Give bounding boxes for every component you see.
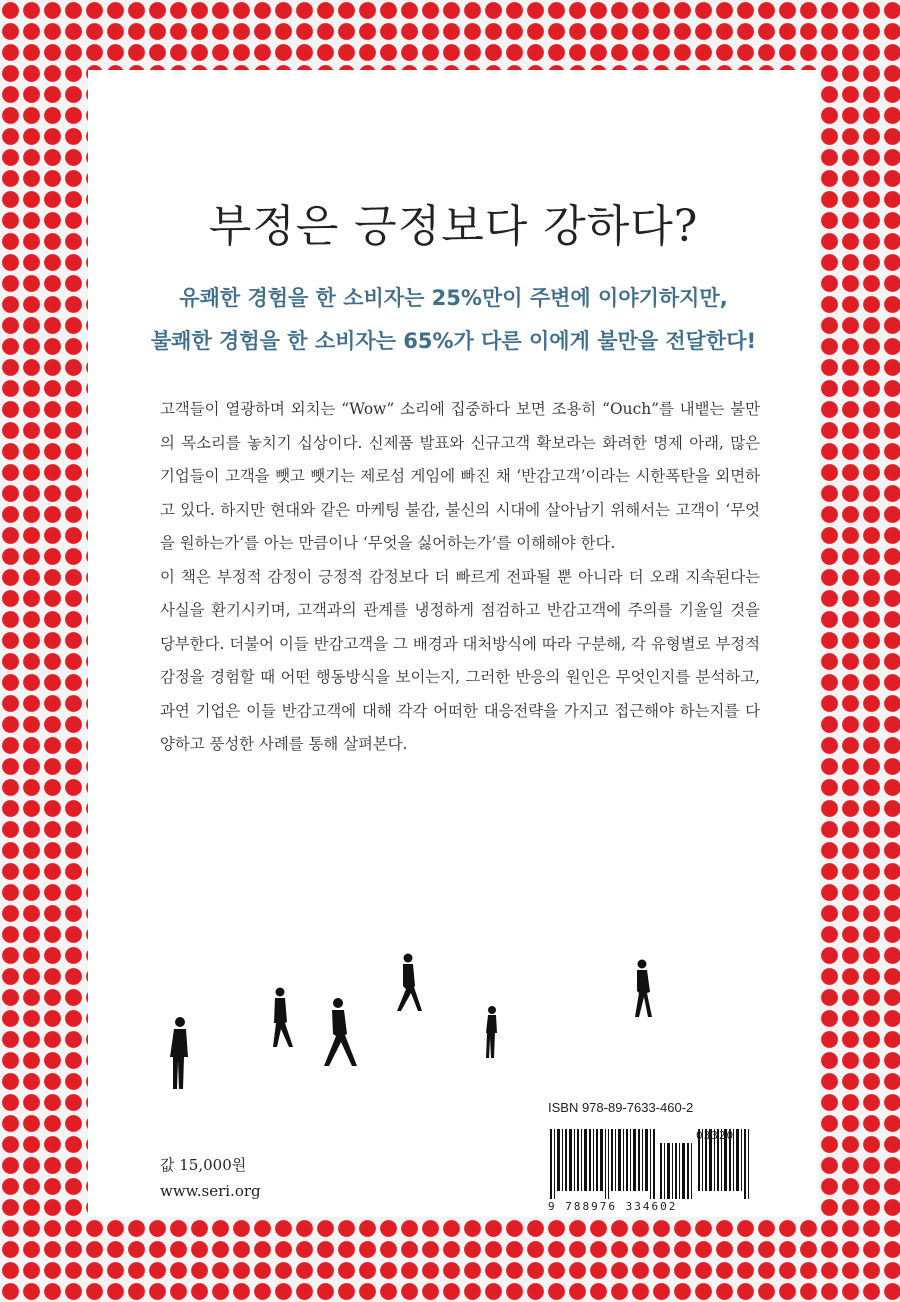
person-silhouette [397, 954, 422, 1012]
person-silhouette [324, 998, 357, 1066]
barcode-addon-number: 03320 [696, 1129, 735, 1142]
body-text [160, 393, 760, 762]
isbn-number: ISBN 978-89-7633-460-2 [548, 1100, 694, 1115]
subheadline-line-2: 불쾌한 경험을 한 소비자는 65%가 다른 이에게 불만을 전달한다! [150, 329, 757, 353]
person-silhouette [635, 960, 652, 1018]
barcode-digits: 9 788976 334602 [548, 1200, 678, 1213]
price-and-website [160, 1152, 261, 1204]
price: 값 15,000원 [160, 1156, 247, 1174]
person-silhouette [170, 1017, 188, 1089]
paragraph-1: 고객들이 열광하며 외치는 “Wow” 소리에 집중하다 보면 조용히 “Ouch”를 내뱉는 불만의 목소리를 놓치기 십상이다. 신제품 발표와 신규고객 확보라는 화려한 명제 아래, 많은 기업들이 고객을 뺏고 뺏기는 제로섬 게임에 빠진 채 ‘반감고객’이라는 시한폭탄을 외면하고 있다. 하지만 현대와 같은 마케팅 불감, 불신의 시대에 살아남기 위해서는 고객이 ‘무엇을 원하는가’를 아는 만큼이나 ‘무엇을 싫어하는가’를 이해해야 한다. [160, 400, 760, 552]
subheadline-line-1: 유쾌한 경험을 한 소비자는 25%만이 주변에 이야기하지만, [179, 286, 728, 310]
back-cover-panel [88, 70, 819, 1217]
person-silhouette [273, 988, 293, 1048]
people-silhouettes [158, 930, 678, 1105]
person-silhouette [486, 1006, 497, 1058]
walking-people-illustration [158, 930, 678, 1105]
website-link[interactable]: www.seri.org [160, 1182, 261, 1200]
headline: 부정은 긍정보다 강하다? [208, 201, 699, 252]
barcode-area [548, 1100, 763, 1213]
paragraph-2: 이 책은 부정적 감정이 긍정적 감정보다 더 빠르게 전파될 뿐 아니라 더 오래 지속된다는 사실을 환기시키며, 고객과의 관계를 냉정하게 점검하고 반감고객에 주의를 기울일 것을 당부한다. 더불어 이들 반감고객을 그 배경과 대처방식에 따라 구분해, 각 유형별로 부정적 감정을 경험할 때 어떤 행동방식을 보이는지, 그러한 반응의 원인은 무엇인지를 분석하고, 과연 기업은 이들 반감고객에 대해 각각 어떠한 대응전략을 가지고 접근해야 하는지를 다양하고 풍성한 사례를 통해 살펴본다. [160, 567, 760, 753]
